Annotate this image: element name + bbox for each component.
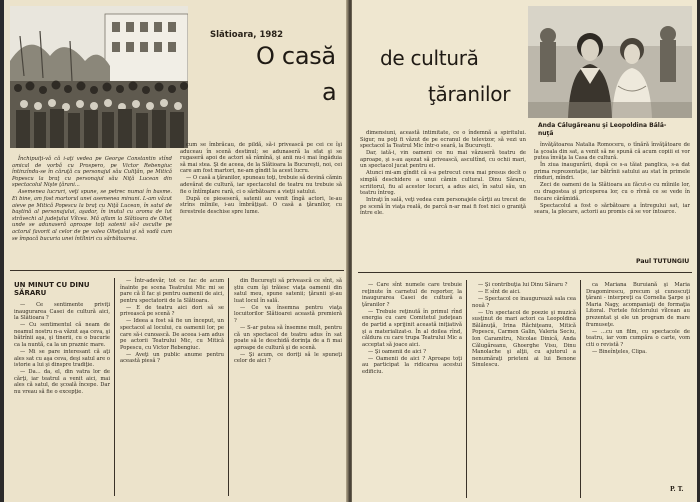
paragraph: Închipuiţi-vă că i-aţi vedea pe George Constantin stînd amical de vorbă cu Prospero, pe Victor Rebengiuc întinzîndu-se în căruţă cu personajul său Culiţăn, pe Mitică Popescu la braţ cu personajul său Niţă Lucean din spectacolul Nişte ţărani... bbox=[12, 156, 172, 189]
paragraph: Zeci de oameni de la Slătioara au făcut-o cu mîinile lor, cu dragostea şi priceperea lor, cu o rîvnă ce se vede în fiecare cărămidă. bbox=[534, 182, 690, 202]
intro-column-1 bbox=[12, 156, 172, 266]
photo-caption-line-2: nuţă bbox=[538, 130, 554, 137]
paragraph: — Oamenii de aici ? Aproape toţi au participat la ridicarea acestui edificiu. bbox=[362, 355, 462, 375]
paragraph: — Şi acum, ce doriţi să le spuneţi celor de aici ? bbox=[234, 351, 342, 365]
paragraph: — Ideea a fost să fie un început, un spectacol al locului, cu oamenii lor, pe care să-i cunoască. De aceea i-am adus pe actorii Teatrului Mic, cu Mitică Popescu, cu Victor Rebengiuc. bbox=[120, 318, 224, 351]
paragraph: — Şi oamenii de aici ? bbox=[368, 348, 426, 355]
actresses-photo bbox=[528, 6, 692, 118]
title-part-2: a bbox=[322, 78, 337, 106]
column-divider bbox=[580, 280, 581, 498]
column-divider bbox=[466, 280, 467, 498]
intro-column-2 bbox=[180, 142, 342, 266]
paragraph: În ziua inaugurării, după ce s-a tăiat panglica, s-a dat prima reprezentaţie, iar bătrînii satului au stat în primele rînduri, mîndri. bbox=[534, 162, 690, 182]
paragraph: — Bineînţeles, Clipa. bbox=[592, 348, 647, 355]
paragraph: — Trebuie reţinută în primul rînd energia cu care Comitetul judeţean de partid a sprijinit această iniţiativă şi a materializat-o. În al doilea rînd, căldura cu care trupa Teatrului Mic a acceptat să joace aici. bbox=[362, 308, 462, 348]
paragraph: ca Mariana Buruiană şi Maria Dragomirescu, precum şi cunoscuţi ţărani - interpreţi ca Cornelia Şarpe şi Maria Nagy, acompaniaţi de formaţia Litoral. Fortele folclorului vîlcean au prezentat şi ele un program de mare frumuseţe. bbox=[586, 282, 690, 328]
interview-column-2 bbox=[120, 278, 224, 498]
title-part-4: ţăranilor bbox=[428, 82, 511, 106]
author-initials: P. T. bbox=[670, 486, 684, 493]
paragraph: — Da... da, el, din vatra lor de cărţi, iar teatrul a venit aici, mai ales că satul, de şcoală începe. Dar nu vreau să fie o excepţie. bbox=[14, 369, 110, 395]
crowd-photo-image bbox=[10, 6, 188, 148]
paragraph: — S-ar putea să însemne mult, pentru că un spectacol de teatru adus în sat poate să le deschidă dorinţa de a fi mai aproape de cultură şi de scenă. bbox=[234, 324, 342, 351]
section-divider bbox=[358, 272, 692, 273]
paragraph: Spectacolul a fost o sărbătoare a întregului sat, iar seara, la plecare, actorii au promis că se vor întoarce. bbox=[534, 202, 690, 216]
paragraph: — Care sînt numele care trebuie reţinute în carnetul de reporter, la inaugurarea Casei de cultură a ţăranilor ? bbox=[362, 282, 462, 308]
paragraph: — Cu sentimentul că neam de neamul nostru n-a văzut aşa ceva, şi bătrînii aşa, şi tinerii, cu o bucurie ca la nuntă, ca la un praznic mare. bbox=[14, 322, 110, 348]
right-page bbox=[352, 0, 697, 502]
interview-column-3 bbox=[234, 278, 342, 498]
column-divider bbox=[228, 278, 229, 496]
paragraph: — Ce va însemna pentru viaţa locuitorilor Slătioarei această premieră ? bbox=[234, 304, 342, 324]
paragraph: dimensiuni, această intimitate, ce o îndemnă a spiritului. Sigur, nu poţi fi văzut de pe ecranul de televizor, să vezi un spectacol la Teatrul Mic într-o seară, la Bucureşti. bbox=[360, 130, 526, 150]
section-divider bbox=[10, 270, 344, 271]
interview-column-1 bbox=[14, 302, 110, 498]
paragraph: — ...cu un film, cu spectacole de teatru, iar vom cumpăra o carte, vom citi o revistă ? bbox=[586, 328, 690, 348]
paragraph: — Un spectacol de poezie şi muzică susţinut de mari actori ca Leopoldina Bălănuţă, Irina Răchiţeanu, Mitică Popescu, Carmen Galin, Valeria Seciu, Ion Caramitru, Nicolae Dinică, Anda Călugăreanu, Ghoerghe Visu, Dinu Manolache şi alţii, cu ajutorul a nenumăraţi prieteni ai lui Benone Sinulescu. bbox=[472, 309, 576, 369]
photo-caption-line-1: Anda Călugăreanu şi Leopoldina Bălă- bbox=[538, 122, 667, 129]
dateline: Slătioara, 1982 bbox=[210, 30, 284, 40]
paragraph: Atunci mi-am gîndit că s-a petrecut ceva mai presus decît o simplă deschidere a unui cămin cultural. Dinu Săraru, scriitorul, fiu al acestor locuri, a adus aici, în satul său, un teatru întreg. bbox=[360, 170, 526, 197]
author-signature: Paul TUTUNGIU bbox=[636, 258, 690, 265]
paragraph: din Bucureşti să privească ce sînt, să ştiu cum îşi trăiesc viaţa oamenii din satul meu, spune satenii; ţăranii şi-au luat locul în sală. bbox=[234, 278, 342, 304]
paragraph: — E sînt de aici. bbox=[478, 288, 521, 295]
paragraph: — Mi se pare interesant că aţi ales sat cu aşa ceva, deşi satul are o istorie a lui şi dinspre tradiţie. bbox=[14, 348, 110, 369]
paragraph: — Într-adevăr, tot ce fac de acum înainte pe scena Teatrului Mic mi se pare că îl fac şi pentru oamenii de aici, pentru spectatorii de la Slătioara. bbox=[120, 278, 224, 304]
title-part-1: O casă bbox=[256, 42, 336, 70]
actresses-photo-image bbox=[528, 6, 692, 118]
paragraph: cum se îmbrăcau, de pildă, să-i privească pe cei ce îşi aduceau în scenă destinul; se adunaseră la sfat şi se rugaseră apoi de actori să rămînă, şi anii nu-i mai îngăduia să mai stea. Şi de aceea, de la Slătioara la Bucureşti, noi, cei care am fost martori, ne-am gîndit la acest lucru. bbox=[180, 142, 342, 175]
paragraph: — Şi contribuţia lui Dinu Săraru ? bbox=[478, 282, 568, 288]
paragraph: Intraţi în sală, veţi vedea cum personajele cărţii au trecut de pe scenă în viaţa reală, de parcă n-ar mai fi fost nici o graniţă între ele. bbox=[360, 197, 526, 217]
body-column-1 bbox=[360, 130, 526, 270]
paragraph: — Aveţi un public anume pentru această piesă ? bbox=[120, 351, 224, 365]
paragraph: — E de teatru aici dori să se privească pe scenă ? bbox=[120, 304, 224, 318]
column-divider bbox=[114, 278, 115, 496]
body-column-2 bbox=[534, 142, 690, 258]
paragraph: Asemenea lucruri, veţi spune, se petrec numai în basme. Ei bine, am fost martorul unei asemenea minuni. L-am văzut aieve pe Mitică Popescu la braţ cu Niţă Lucean, în satul de baştină al personajului, aşadar, în inutul cu aroma de lut străvechi al judeţului Vîlcea. Mă aflam la Slătioara de Olteţ unde se adunaseră aproape toţi satenii să-l asculte pe actorul favorit al celor de pe valea Olteţului şi să vadă cum se împacă bucuria unei întîlniri cu sărbătoarea. bbox=[12, 189, 172, 242]
qa-column-1 bbox=[362, 282, 462, 498]
qa-column-3 bbox=[586, 282, 690, 482]
paragraph: Dar, iată-i, vin oameni ce nu mai văzuseră teatru de aproape, şi s-au aşezat să privească, ascultînd, cu ochii mari, un spectacol jucat pentru ei. bbox=[360, 150, 526, 170]
paragraph: — O casă a ţăranilor, spuneau toţi, trebuie să devină cămin adevărat de cultură, iar spectacolul de teatru nu trebuie să fie o întîmplare rară, ci o sărbătoare a vieţii satului. bbox=[180, 175, 342, 195]
paragraph: — Spectacol ce inaugurează sala cea nouă ? bbox=[472, 295, 576, 309]
interview-title: UN MINUT CU DINU SĂRARU bbox=[14, 281, 90, 297]
paragraph: După ce pieseseră, satenii au venit lîngă actori, le-au strîns mîinile, i-au îmbrăţişat. O casă a ţăranilor, cu ferestrele deschise spre lume. bbox=[180, 195, 342, 215]
paragraph: învăţătoarea Natalia Romoceru, o tînără învăţătoare de la şcoala din sat, a venit să ne spună că acum copiii ei vor putea învăţa la Casa de cultură. bbox=[534, 142, 690, 162]
left-page bbox=[4, 0, 348, 502]
title-part-3: de cultură bbox=[380, 46, 479, 70]
crowd-photo bbox=[10, 6, 188, 148]
paragraph: — Ce sentimente priviţi inaugurarea Casei de cultură aici, la Slătioara ? bbox=[14, 302, 110, 322]
qa-column-2 bbox=[472, 282, 576, 498]
